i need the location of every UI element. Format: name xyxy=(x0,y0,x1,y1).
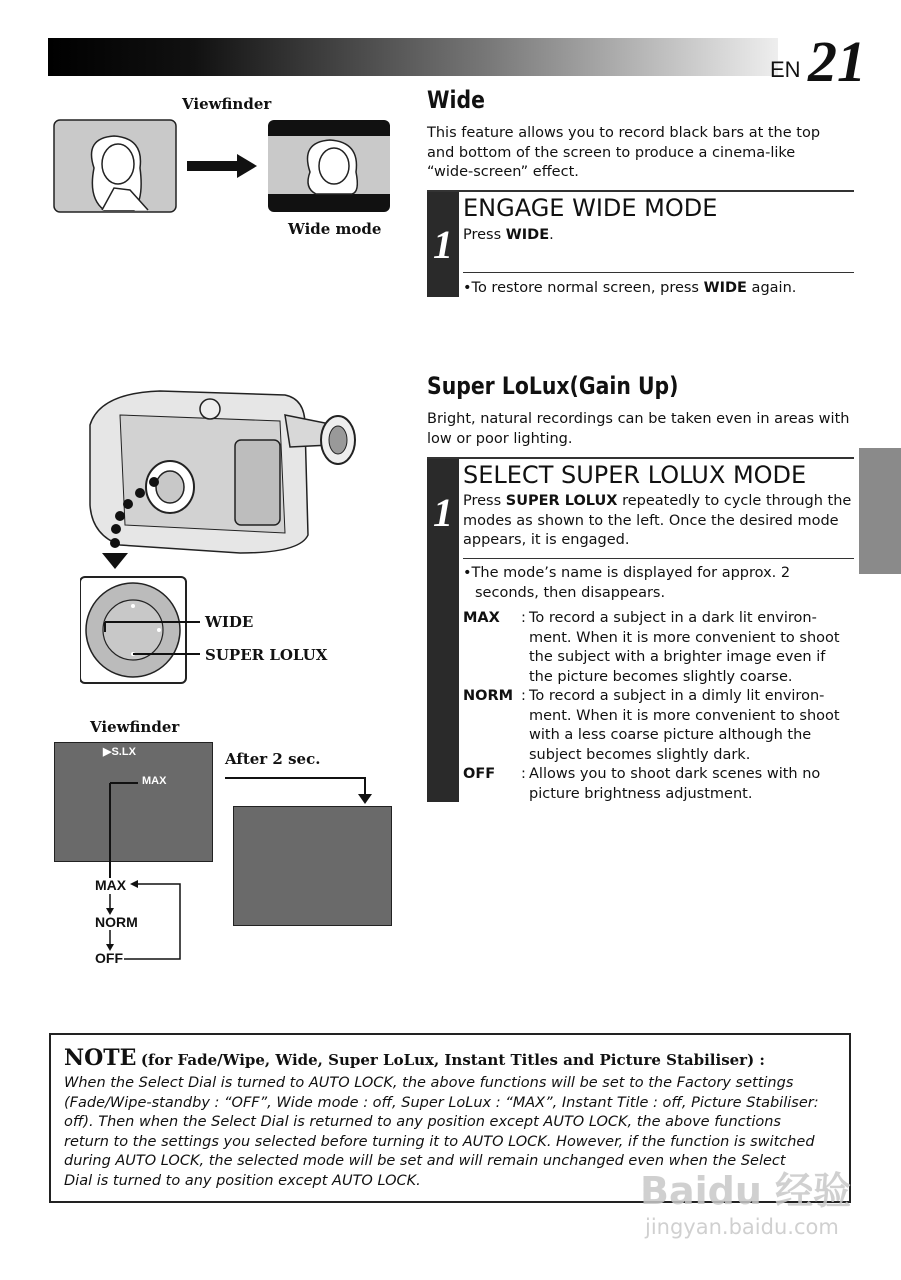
osd-max: MAX xyxy=(142,775,167,787)
mode-norm: NORM : To record a subject in a dimly lit environ- ment. When it is more convenient to shoot with a less coarse picture although the subject becomes slightly dark. xyxy=(463,688,840,763)
pointer-arrow-icon xyxy=(102,553,128,569)
note-text: When the Select Dial is turned to AUTO LOCK, the above functions will be set to the Factory settings (Fade/Wipe-standby : “OFF”, Wide mode : off, Super LoLux : “MAX”, Instant Title : off, Picture Stabiliser: off). Then when the Select Dial is returned to any position except AUTO LOCK, the above functions return to the settings you selected before turning it to AUTO LOCK. However, if the function is switched during AUTO LOCK, the selected mode will be set and will remain unchanged even when the Select Dial is turned to any position except AUTO LOCK. xyxy=(64,1075,819,1189)
note-title: NOTE xyxy=(64,1045,137,1071)
osd-slx: ▶S.LX xyxy=(103,746,136,758)
viewfinder-caption-2: Viewfinder xyxy=(90,718,180,736)
mode-off: OFF : Allows you to shoot dark scenes with no picture brightness adjustment. xyxy=(463,766,821,802)
wide-step-rule xyxy=(427,190,854,192)
camcorder-illustration xyxy=(80,385,365,685)
lolux-step-heading: SELECT SUPER LOLUX MODE xyxy=(463,461,807,489)
lolux-bullet-rule xyxy=(463,558,854,559)
mode-cycle-diagram xyxy=(90,770,390,970)
watermark-brand: Baidu 经验 xyxy=(640,1169,852,1213)
cycle-off: OFF xyxy=(95,950,123,966)
cycle-norm: NORM xyxy=(95,914,138,930)
header-gradient-bar xyxy=(48,38,778,76)
dial-label-super-lolux: SUPER LOLUX xyxy=(205,646,328,664)
wide-step-text: Press WIDE. xyxy=(463,227,554,243)
wide-bullet-rule xyxy=(463,272,854,273)
chapter-tab xyxy=(859,448,901,574)
viewfinder-caption: Viewfinder xyxy=(182,95,272,113)
lolux-step-number: 1 xyxy=(427,459,459,802)
wide-step-number: 1 xyxy=(427,192,459,297)
lolux-bullet: •The mode’s name is displayed for approx. 2 seconds, then disappears. xyxy=(463,565,791,601)
wide-mode-illustration xyxy=(52,118,397,218)
mode-max: MAX : To record a subject in a dark lit environ- ment. When it is more convenient to shoot the subject with a brighter image even if the picture becomes slightly coarse. xyxy=(463,610,840,685)
lolux-mode-list xyxy=(463,609,858,804)
note-header xyxy=(64,1045,765,1071)
wide-bullet: •To restore normal screen, press WIDE again. xyxy=(463,280,797,296)
language-code: EN xyxy=(770,57,801,82)
cycle-max: MAX xyxy=(95,877,127,893)
dial-label-wide: WIDE xyxy=(205,613,254,631)
woman-portrait-wide-icon xyxy=(308,140,358,194)
page-number: 21 xyxy=(808,29,866,94)
wide-step-heading: ENGAGE WIDE MODE xyxy=(463,194,718,222)
note-subtitle: (for Fade/Wipe, Wide, Super LoLux, Instant Titles and Picture Stabiliser) : xyxy=(140,1051,765,1069)
lolux-step-text: Press SUPER LOLUX repeatedly to cycle through the modes as shown to the left. Once the desired mode appears, it is engaged. xyxy=(463,493,852,548)
wide-mode-caption: Wide mode xyxy=(288,220,382,238)
lolux-intro: Bright, natural recordings can be taken even in areas with low or poor lighting. xyxy=(427,411,850,447)
camcorder-icon xyxy=(90,391,355,553)
wide-section-title: Wide xyxy=(427,86,485,114)
after-2-sec-label: After 2 sec. xyxy=(225,750,321,768)
wide-intro: This feature allows you to record black bars at the top and bottom of the screen to produce a cinema-like “wide-screen” effect. xyxy=(427,125,821,180)
lolux-section-title: Super LoLux(Gain Up) xyxy=(427,372,679,400)
watermark-url: jingyan.baidu.com xyxy=(645,1215,839,1239)
lolux-step-rule xyxy=(427,457,854,459)
